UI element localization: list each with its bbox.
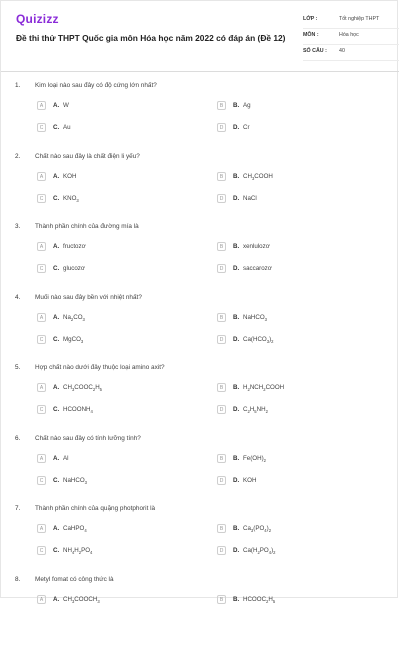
option-text: $Ca(HCO_3)_2$ xyxy=(243,335,274,344)
question-number: 8. xyxy=(15,575,21,583)
worksheet-meta xyxy=(303,13,399,61)
question-number: 3. xyxy=(15,223,21,230)
question-item xyxy=(1,364,399,434)
meta-row-class xyxy=(303,13,399,29)
option-badge: D xyxy=(217,405,226,414)
meta-label: SỐ CÂU : xyxy=(303,48,327,54)
option-text: Al xyxy=(63,454,69,462)
option-badge: A xyxy=(37,242,46,251)
meta-value: 40 xyxy=(339,48,345,54)
option-label: D. xyxy=(233,265,240,272)
option-label: C. xyxy=(53,124,60,131)
option-label: A. xyxy=(53,243,60,250)
option-badge: B xyxy=(217,313,226,322)
option-badge: C xyxy=(37,476,46,485)
option-label: B. xyxy=(233,595,240,603)
option-text: fructozơ xyxy=(63,243,86,250)
question-item xyxy=(1,153,399,223)
option-text: $NH_4H_2PO_4$ xyxy=(63,547,93,556)
option-text: $Ca(H_2PO_4)_2$ xyxy=(243,547,276,556)
option-label: A. xyxy=(53,172,60,180)
option-label: A. xyxy=(53,454,60,462)
option-badge: C xyxy=(37,194,46,203)
option-badge: D xyxy=(217,194,226,203)
option-badge: A xyxy=(37,595,46,604)
question-text: Metyl fomat có công thức là xyxy=(35,575,114,583)
option-badge: D xyxy=(217,123,226,132)
question-item xyxy=(1,294,399,364)
option-badge: D xyxy=(217,546,226,555)
question-text: Chất nào sau đây có tính lưỡng tính? xyxy=(35,434,141,442)
question-text: Hợp chất nào dưới đây thuộc loại amino axit? xyxy=(35,364,165,371)
question-text: Thành phần chính của đường mía là xyxy=(35,223,139,230)
question-number: 7. xyxy=(15,505,21,512)
option-label: B. xyxy=(233,454,240,462)
question-number: 6. xyxy=(15,434,21,442)
option-text: CaHPO$_4$ xyxy=(63,525,87,534)
option-label: A. xyxy=(53,595,60,603)
option-text: NaHCO$_3$ xyxy=(243,313,268,322)
question-number: 4. xyxy=(15,293,21,301)
option-text: $HCOONH_4$ xyxy=(63,406,93,415)
option-badge: A xyxy=(37,313,46,322)
worksheet-title: Đề thi thử THPT Quốc gia môn Hóa học năm 2022 có đáp án (Đề 12) xyxy=(16,33,286,43)
meta-value: Tốt nghiệp THPT xyxy=(339,16,380,22)
question-item xyxy=(1,576,399,646)
option-label: D. xyxy=(233,476,240,484)
option-badge: C xyxy=(37,264,46,273)
question-text: Chất nào sau đây là chất điện li yếu? xyxy=(35,152,140,160)
option-text: $CH_3COOH$ xyxy=(243,172,273,181)
option-text: NaCl xyxy=(243,194,257,202)
option-label: C. xyxy=(53,194,60,202)
option-text: xenlulozơ xyxy=(243,243,270,250)
option-label: A. xyxy=(53,102,60,109)
option-text: $CH_3COOC_2H_5$ xyxy=(63,384,102,393)
option-text: $C_2H_5NH_2$ xyxy=(243,406,268,415)
option-badge: C xyxy=(37,335,46,344)
option-label: D. xyxy=(233,124,240,131)
question-text: Kim loại nào sau đây có độ cứng lớn nhất? xyxy=(35,82,157,89)
option-label: D. xyxy=(233,406,240,413)
meta-label: MÔN : xyxy=(303,32,319,38)
option-badge: B xyxy=(217,383,226,392)
option-badge: A xyxy=(37,524,46,533)
meta-row-count xyxy=(303,45,399,61)
question-item xyxy=(1,223,399,293)
option-text: $HCOOC_2H_5$ xyxy=(243,595,276,604)
option-text: Ag xyxy=(243,102,251,109)
option-badge: B xyxy=(217,595,226,604)
question-text: Muối nào sau đây bền với nhiệt nhất? xyxy=(35,293,142,301)
option-text: glucozơ xyxy=(63,265,85,272)
option-label: B. xyxy=(233,102,240,109)
option-label: C. xyxy=(53,335,60,343)
option-badge: A xyxy=(37,454,46,463)
option-label: B. xyxy=(233,243,240,250)
option-badge: A xyxy=(37,101,46,110)
option-badge: A xyxy=(37,172,46,181)
option-badge: B xyxy=(217,524,226,533)
option-badge: B xyxy=(217,242,226,251)
option-badge: B xyxy=(217,454,226,463)
worksheet-header xyxy=(1,1,399,72)
option-badge: B xyxy=(217,172,226,181)
option-badge: C xyxy=(37,546,46,555)
option-text: NaHCO$_3$ xyxy=(63,476,88,485)
option-text: $CH_3COOCH_3$ xyxy=(63,595,100,604)
option-text: $KNO_3$ xyxy=(63,194,79,203)
question-number: 2. xyxy=(15,152,21,160)
question-item xyxy=(1,435,399,505)
question-item xyxy=(1,82,399,152)
quizizz-logo: Quizizz xyxy=(16,12,59,26)
option-label: B. xyxy=(233,313,240,321)
option-label: C. xyxy=(53,547,60,554)
option-label: A. xyxy=(53,313,60,321)
meta-label: LỚP : xyxy=(303,16,318,22)
option-badge: D xyxy=(217,476,226,485)
option-label: A. xyxy=(53,384,60,391)
option-badge: A xyxy=(37,383,46,392)
option-label: D. xyxy=(233,194,240,202)
meta-row-subject xyxy=(303,29,399,45)
option-label: D. xyxy=(233,547,240,554)
option-badge: B xyxy=(217,101,226,110)
option-badge: D xyxy=(217,264,226,273)
option-text: $Na_2CO_3$ xyxy=(63,313,85,322)
option-text: Cr xyxy=(243,124,250,131)
question-text: Thành phần chính của quặng photphorit là xyxy=(35,505,156,512)
question-number: 5. xyxy=(15,364,21,371)
option-label: B. xyxy=(233,525,240,532)
option-text: KOH xyxy=(63,172,77,180)
option-label: B. xyxy=(233,172,240,180)
option-text: MgCO$_3$ xyxy=(63,335,84,344)
option-label: B. xyxy=(233,384,240,391)
option-text: $Ca_3(PO_4)_2$ xyxy=(243,525,272,534)
option-label: C. xyxy=(53,265,60,272)
option-text: KOH xyxy=(243,476,257,484)
option-text: saccarozơ xyxy=(243,265,272,272)
option-label: C. xyxy=(53,406,60,413)
option-text: $H_2NCH_2COOH$ xyxy=(243,384,285,393)
meta-value: Hóa học xyxy=(339,32,359,38)
option-text: $Fe(OH)_2$ xyxy=(243,454,266,463)
option-badge: D xyxy=(217,335,226,344)
option-badge: C xyxy=(37,405,46,414)
option-label: C. xyxy=(53,476,60,484)
option-label: D. xyxy=(233,335,240,343)
option-text: Au xyxy=(63,124,71,131)
option-label: A. xyxy=(53,525,60,532)
option-badge: C xyxy=(37,123,46,132)
question-number: 1. xyxy=(15,82,21,89)
question-item xyxy=(1,505,399,575)
option-text: W xyxy=(63,102,69,109)
